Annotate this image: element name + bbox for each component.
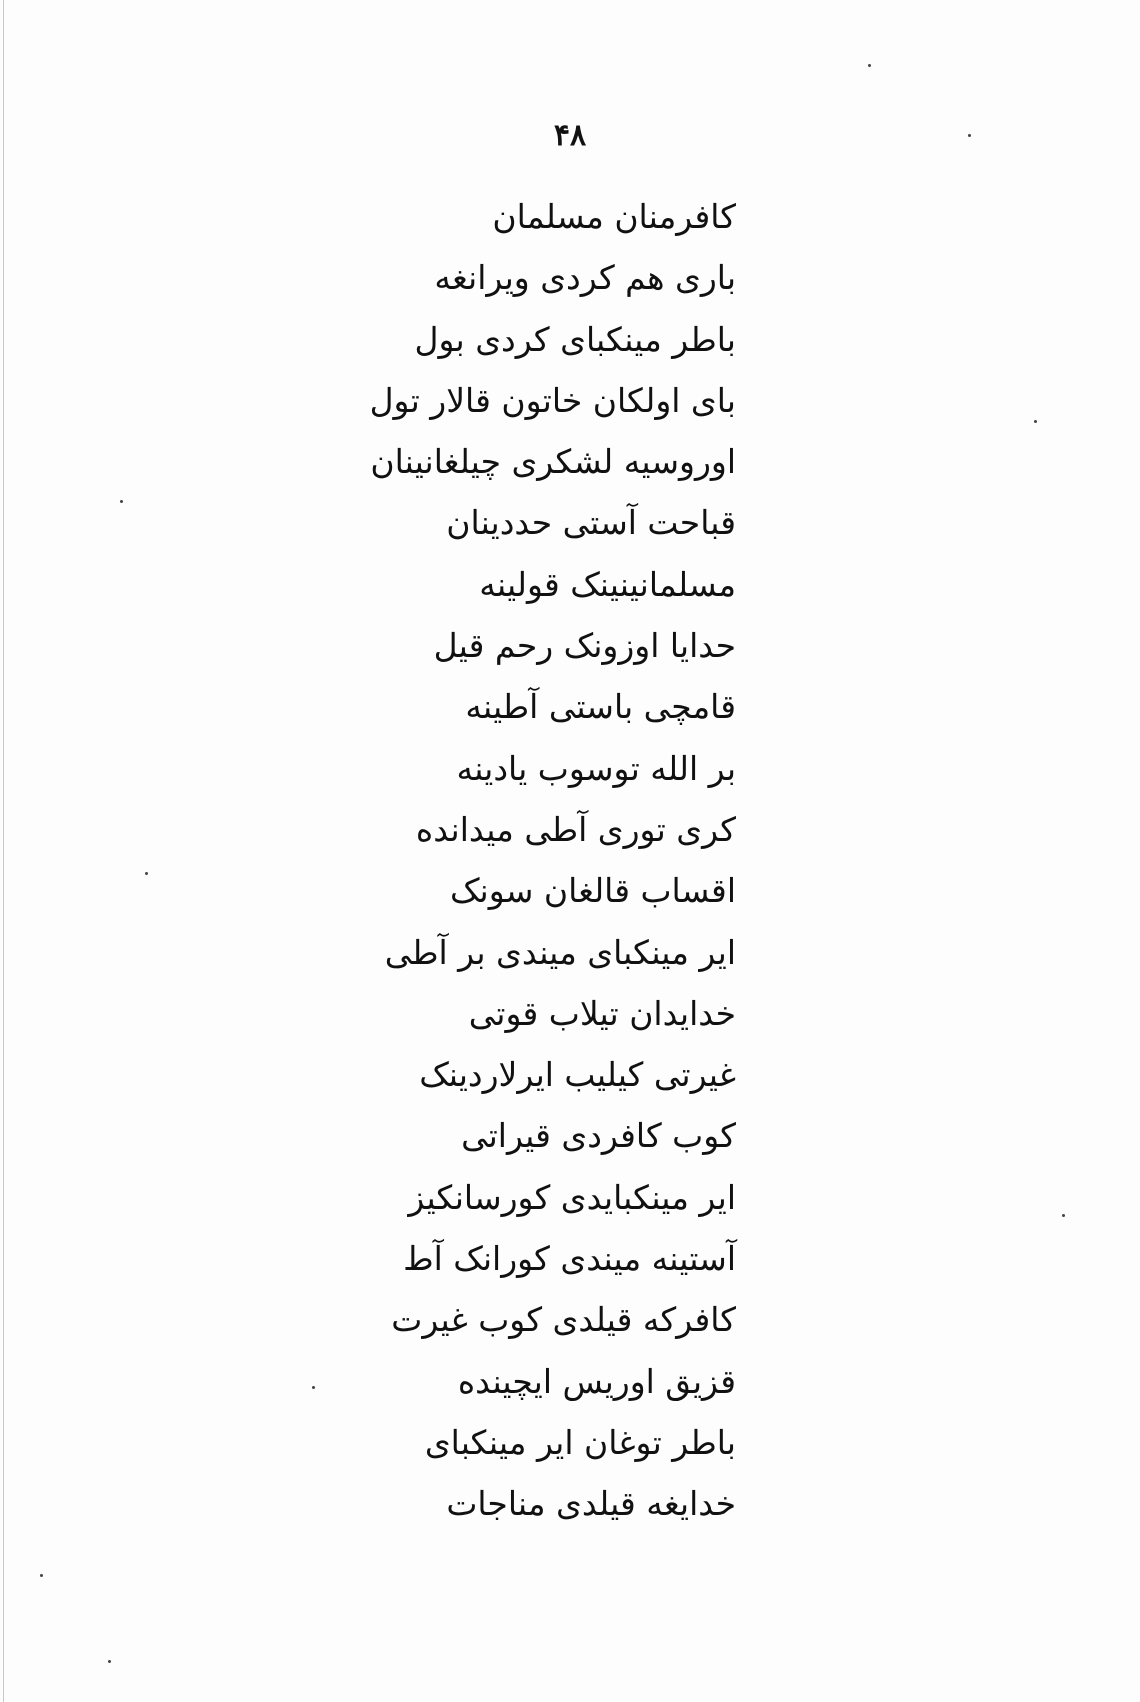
poem-line: باطر توغان ایر مینکبای [424, 1422, 736, 1462]
scan-speck [145, 872, 148, 875]
poem-line: آستینه میندی کورانک آط [403, 1239, 736, 1279]
poem-line: ایر مینکبای میندی بر آطی [384, 932, 736, 972]
page-number: ۴۸ [553, 118, 587, 153]
poem-text [316, 186, 736, 1535]
poem-line: غیرتی کیلیب ایرلاردینک [419, 1055, 736, 1095]
poem-line: بای اولکان خاتون قالار تول [369, 380, 736, 420]
scan-speck [312, 1386, 315, 1389]
poem-line: حدایا اوزونک رحم قیل [433, 626, 736, 666]
scan-speck [120, 500, 123, 503]
poem-line: قامچی باستی آطینه [465, 687, 736, 727]
poem-line: مسلمانینینک قولینه [479, 564, 736, 604]
poem-line: قزیق اوریس ایچینده [457, 1361, 736, 1401]
scan-speck [1062, 1214, 1065, 1217]
poem-line: قباحت آستی حددینان [446, 503, 736, 543]
poem-line: اوروسیه لشکری چیلغانینان [370, 442, 736, 482]
poem-line: اقساب قالغان سونک [450, 871, 736, 911]
poem-line: کافرمنان مسلمان [492, 197, 736, 236]
poem-line: کری توری آطی میدانده [415, 809, 736, 849]
poem-line: ایر مینکبایدی کورسانکیز [408, 1177, 736, 1217]
poem-line: باری هم کردی ویرانغه [434, 258, 736, 298]
scan-speck [40, 1574, 43, 1577]
scan-speck [968, 134, 971, 137]
poem-line: باطر مینکبای کردی بول [414, 319, 736, 359]
poem-line: خدایدان تیلاب قوتی [468, 993, 736, 1033]
poem-line: کافرکه قیلدی کوب غیرت [391, 1300, 736, 1340]
poem-line: کوب کافردی قیراتی [461, 1116, 736, 1156]
poem-line: خدایغه قیلدی مناجات [446, 1484, 736, 1524]
scan-speck [108, 1660, 111, 1663]
page-edge [3, 0, 4, 1702]
scan-speck [1034, 420, 1037, 423]
poem-line: بر الله توسوب یادینه [456, 748, 736, 788]
scan-speck [868, 64, 871, 67]
